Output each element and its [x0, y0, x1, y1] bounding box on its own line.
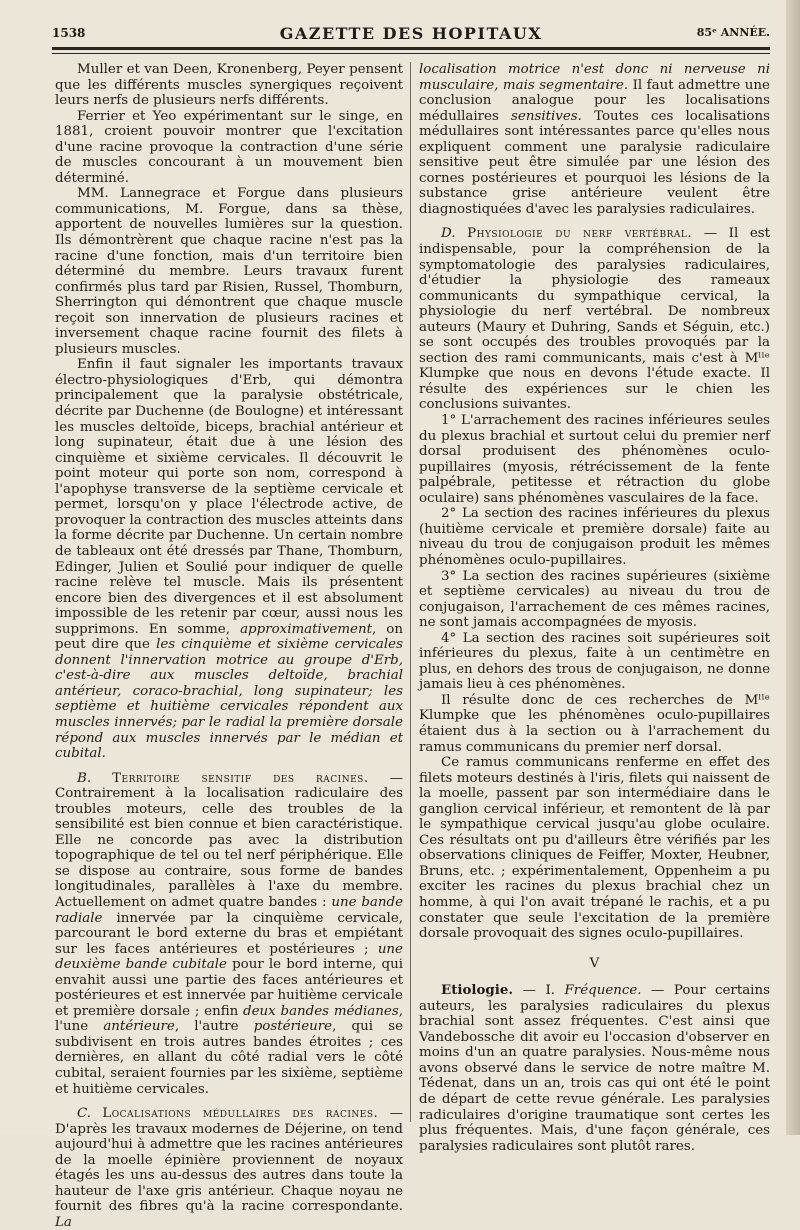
page-header	[52, 24, 770, 46]
emphasis: postérieure	[253, 1019, 333, 1035]
left-column	[55, 62, 403, 1230]
emphasis: une bande radiale	[55, 894, 403, 926]
section-c	[55, 1106, 403, 1230]
paragraph-text: innervée par la cinquième cervicale, parcourant le bord externe du bras et empiétant sur les faces antérieures et postérieures ;	[55, 910, 403, 957]
header-rule-thick	[52, 47, 770, 50]
paragraph-text: — Pour certains auteurs, les paralysies radiculaires du plexus brachial sont assez fréquentes. C'est ainsi que Vandebossche dit avoir eu l'occasion d'observer en moins d'un an quatre paralysies. Nous-même nous avons observé dans le service de notre maître M. Tédenat, dans un an, trois cas qui ont été le point de départ de cette revue générale. Les paralysies radiculaires d'origine traumatique sont certes les plus fréquentes. Mais, d'une façon générale, ces paralysies radiculaires sont plutôt rares.	[419, 983, 770, 1154]
section-heading: Localisations médullaires des racines.	[102, 1106, 379, 1122]
section-b	[55, 771, 403, 1097]
chapter-numeral: V	[589, 955, 600, 971]
emphasis: sensitives.	[511, 108, 582, 124]
emphasis: approximativement	[240, 621, 372, 637]
section-letter: C.	[77, 1106, 92, 1122]
journal-year: 85ᵉ ANNÉE.	[696, 26, 770, 39]
paragraph: Ferrier et Yeo expérimentant sur le singe, en 1881, croient pouvoir montrer que l'excitation d'une racine provoque la contraction d'une série de muscles concourant à un mouvement bien déterminé.	[55, 108, 403, 186]
emphasis: La	[55, 1214, 72, 1230]
paragraph: Muller et van Deen, Kronenberg, Peyer pensent que les différents muscles synergiques reçoivent leurs nerfs de plusieurs nerfs différents.	[55, 62, 403, 109]
section-d	[419, 226, 770, 413]
emphasis: localisation motrice n'est donc ni nerveuse ni musculaire, mais segmentaire.	[419, 62, 770, 93]
journal-title: GAZETTE DES HOPITAUX	[279, 24, 543, 43]
subsection-heading: Fréquence.	[564, 983, 642, 999]
right-column	[419, 62, 770, 1154]
numbered-conclusion: 3° La section des racines supérieures (sixième et septième cervicales) au niveau du trou de conjugaison, l'arrachement de ces mêmes racines, ne sont jamais accompagnées de myosis.	[419, 568, 770, 631]
paragraph-text: Il faut admettre une conclusion analogue pour les localisations médullaires	[419, 77, 770, 124]
numbered-conclusion: 4° La section des racines soit supérieures soit inférieures du plexus, faite à un centimètre en plus, en dehors des trous de conjugaison, ne donne jamais lieu à ces phénomènes.	[419, 630, 770, 693]
paragraph-text: Enfin il faut signaler les importants travaux électro-physiologiques d'Erb, qui démontra principalement que la paralysie obstétricale, décrite par Duchenne (de Boulogne) et intéressant les muscles deltoïde, biceps, brachial antérieur et long supinateur, était due à une lésion des cinquième et sixième cervicales. Il découvrit le point moteur qui porte son nom, correspond à l'apophyse transverse de la septième cervicale et permet, lorsqu'on y place l'électrode active, de provoquer la contraction des muscles atteints dans la forme décrite par Duchenne. Un certain nombre de tableaux ont été dressés par Thane, Thomburn, Edinger, Julien et Soulié pour indiquer de quelle racine relève tel muscle. Mais ils présentent encore bien des divergences et il est absolument impossible de les retenir par cœur, aussi nous les supprimons. En somme,	[55, 357, 403, 637]
paragraph	[55, 357, 403, 761]
paragraph-text: — I.	[522, 983, 555, 999]
emphasis: antérieure	[103, 1019, 175, 1035]
emphasis: une deuxième bande cubitale	[55, 941, 403, 973]
numbered-conclusion: 1° L'arrachement des racines inférieures seules du plexus brachial et surtout celui du premier nerf dorsal produisent des phénomènes oculo-pupillaires (myosis, rétrécissement de la fente palpébrale, petitesse et rétraction du globe oculaire) sans phénomènes vasculaires de la face.	[419, 413, 770, 506]
paragraph-text: — D'après les travaux modernes de Déjerine, on tend aujourd'hui à admettre que les racines antérieures de la moelle épinière proviennent de noyaux étagés les uns au-dessus des autres dans toute la hauteur de l'axe gris antérieur. Chaque noyau ne fournit des fibres qu'à la racine correspondante.	[55, 1106, 404, 1215]
header-rule-thin	[52, 53, 770, 54]
section-etiologie	[419, 983, 770, 1154]
paragraph-text: , on peut dire que	[55, 621, 403, 653]
paragraph: MM. Lannegrace et Forgue dans plusieurs communications, M. Forgue, dans sa thèse, apportent de nouvelles lumières sur la question. Ils démontrèrent que chaque racine n'est pas la racine d'une fonction, mais d'un territoire bien déterminé du membre. Leurs travaux furent confirmés plus tard par Risien, Russel, Thomburn, Sherrington qui démontrent que chaque muscle reçoit son innervation de plusieurs racines et inversement chaque racine fournit des filets à plusieurs muscles.	[55, 186, 403, 357]
section-heading: Physiologie du nerf vertébral.	[467, 226, 693, 242]
page-edge-shadow	[786, 0, 800, 1135]
section-letter: D.	[441, 226, 456, 242]
paragraph-text: , l'une	[55, 1003, 403, 1035]
paragraph-text: pour le bord interne, qui envahit aussi une partie des faces antérieures et postérieures et est innervée par huitième cervicale et première dorsale ; enfin	[55, 957, 403, 1019]
paragraph-text: — Il est indispensable, pour la compréhension de la symptomatologie des paralysies radiculaires, d'étudier la physiologie des rameaux communicants du sympathique cervical, la physiologie du nerf vertébral. De nombreux auteurs (Maury et Duhring, Sands et Séguin, etc.) se sont occupés des troubles provoqués par la section des rami communicants, mais c'est à Mˡˡᵉ Klumpke que nous en devons l'étude exacte. Il résulte des expériences sur le chien les conclusions suivantes.	[419, 226, 770, 413]
emphasis: les cinquième et sixième cervicales donnent l'innervation motrice au groupe d'Erb, c'est-à-dire aux muscles deltoïde, brachial antérieur, coraco-brachial, long supinateur; les septième et huitième cervicales répondent aux muscles innervés; par le radial la première dorsale répond aux muscles innervés par le médian et cubital.	[55, 637, 403, 762]
paragraph: Ce ramus communicans renferme en effet des filets moteurs destinés à l'iris, filets qui naissent de la moelle, passent par son intermédiaire dans le ganglion cervical inférieur, et remontent de là par le sympathique cervical jusqu'au globe oculaire. Ces résultats ont pu d'ailleurs être vérifiés par les observations cliniques de Feiffer, Moxter, Heubner, Bruns, etc. ; expérimentalement, Oppenheim a pu exciter les racines du plexus brachial chez un homme, à qui l'on avait trépané le rachis, et a pu constater que seule l'excitation de la première dorsale provoquait des signes oculo-pupillaires.	[419, 755, 770, 942]
section-letter: B.	[77, 770, 92, 786]
page-number: 1538	[52, 26, 86, 40]
emphasis: deux bandes médianes	[243, 1003, 399, 1019]
section-heading: Etiologie.	[441, 982, 514, 999]
paragraph-text: , qui se subdivisent en trois autres bandes étroites ; ces dernières, en allant du côté radial vers le côté cubital, seraient fournies par les sixième, septième et huitième cervicales.	[55, 1019, 403, 1097]
paragraph-text: Toutes ces localisations médullaires sont intéressantes parce qu'elles nous expliquent comment une paralysie radiculaire sensitive peut être simulée par une lésion des cornes postérieures et pourquoi les lésions de la substance grise antérieure veulent être diagnostiquées d'avec les paralysies radiculaires.	[419, 108, 770, 217]
paragraph	[419, 62, 770, 217]
numbered-conclusion: 2° La section des racines inférieures du plexus (huitième cervicale et première dorsale) faite au niveau du trou de conjugaison produit les mêmes phénomènes oculo-pupillaires.	[419, 506, 770, 568]
section-heading: Territoire sensitif des racines.	[112, 770, 369, 786]
paragraph-text: — Contrairement à la localisation radiculaire des troubles moteurs, celle des troubles de la sensibilité est bien connue et bien caractéristique. Elle ne concorde pas avec la distribution topographique de tel ou tel nerf périphérique. Elle se dispose au contraire, sous forme de bandes longitudinales, parallèles à l'axe du membre. Actuellement on admet quatre bandes :	[55, 770, 403, 910]
column-separator	[410, 62, 411, 1122]
paragraph-text: , l'autre	[174, 1019, 239, 1035]
paragraph: Il résulte donc de ces recherches de Mˡˡᵉ Klumpke que les phénomènes oculo-pupillaires étaient dus à la section ou à l'arrachement du ramus communicans du premier nerf dorsal.	[419, 692, 770, 755]
